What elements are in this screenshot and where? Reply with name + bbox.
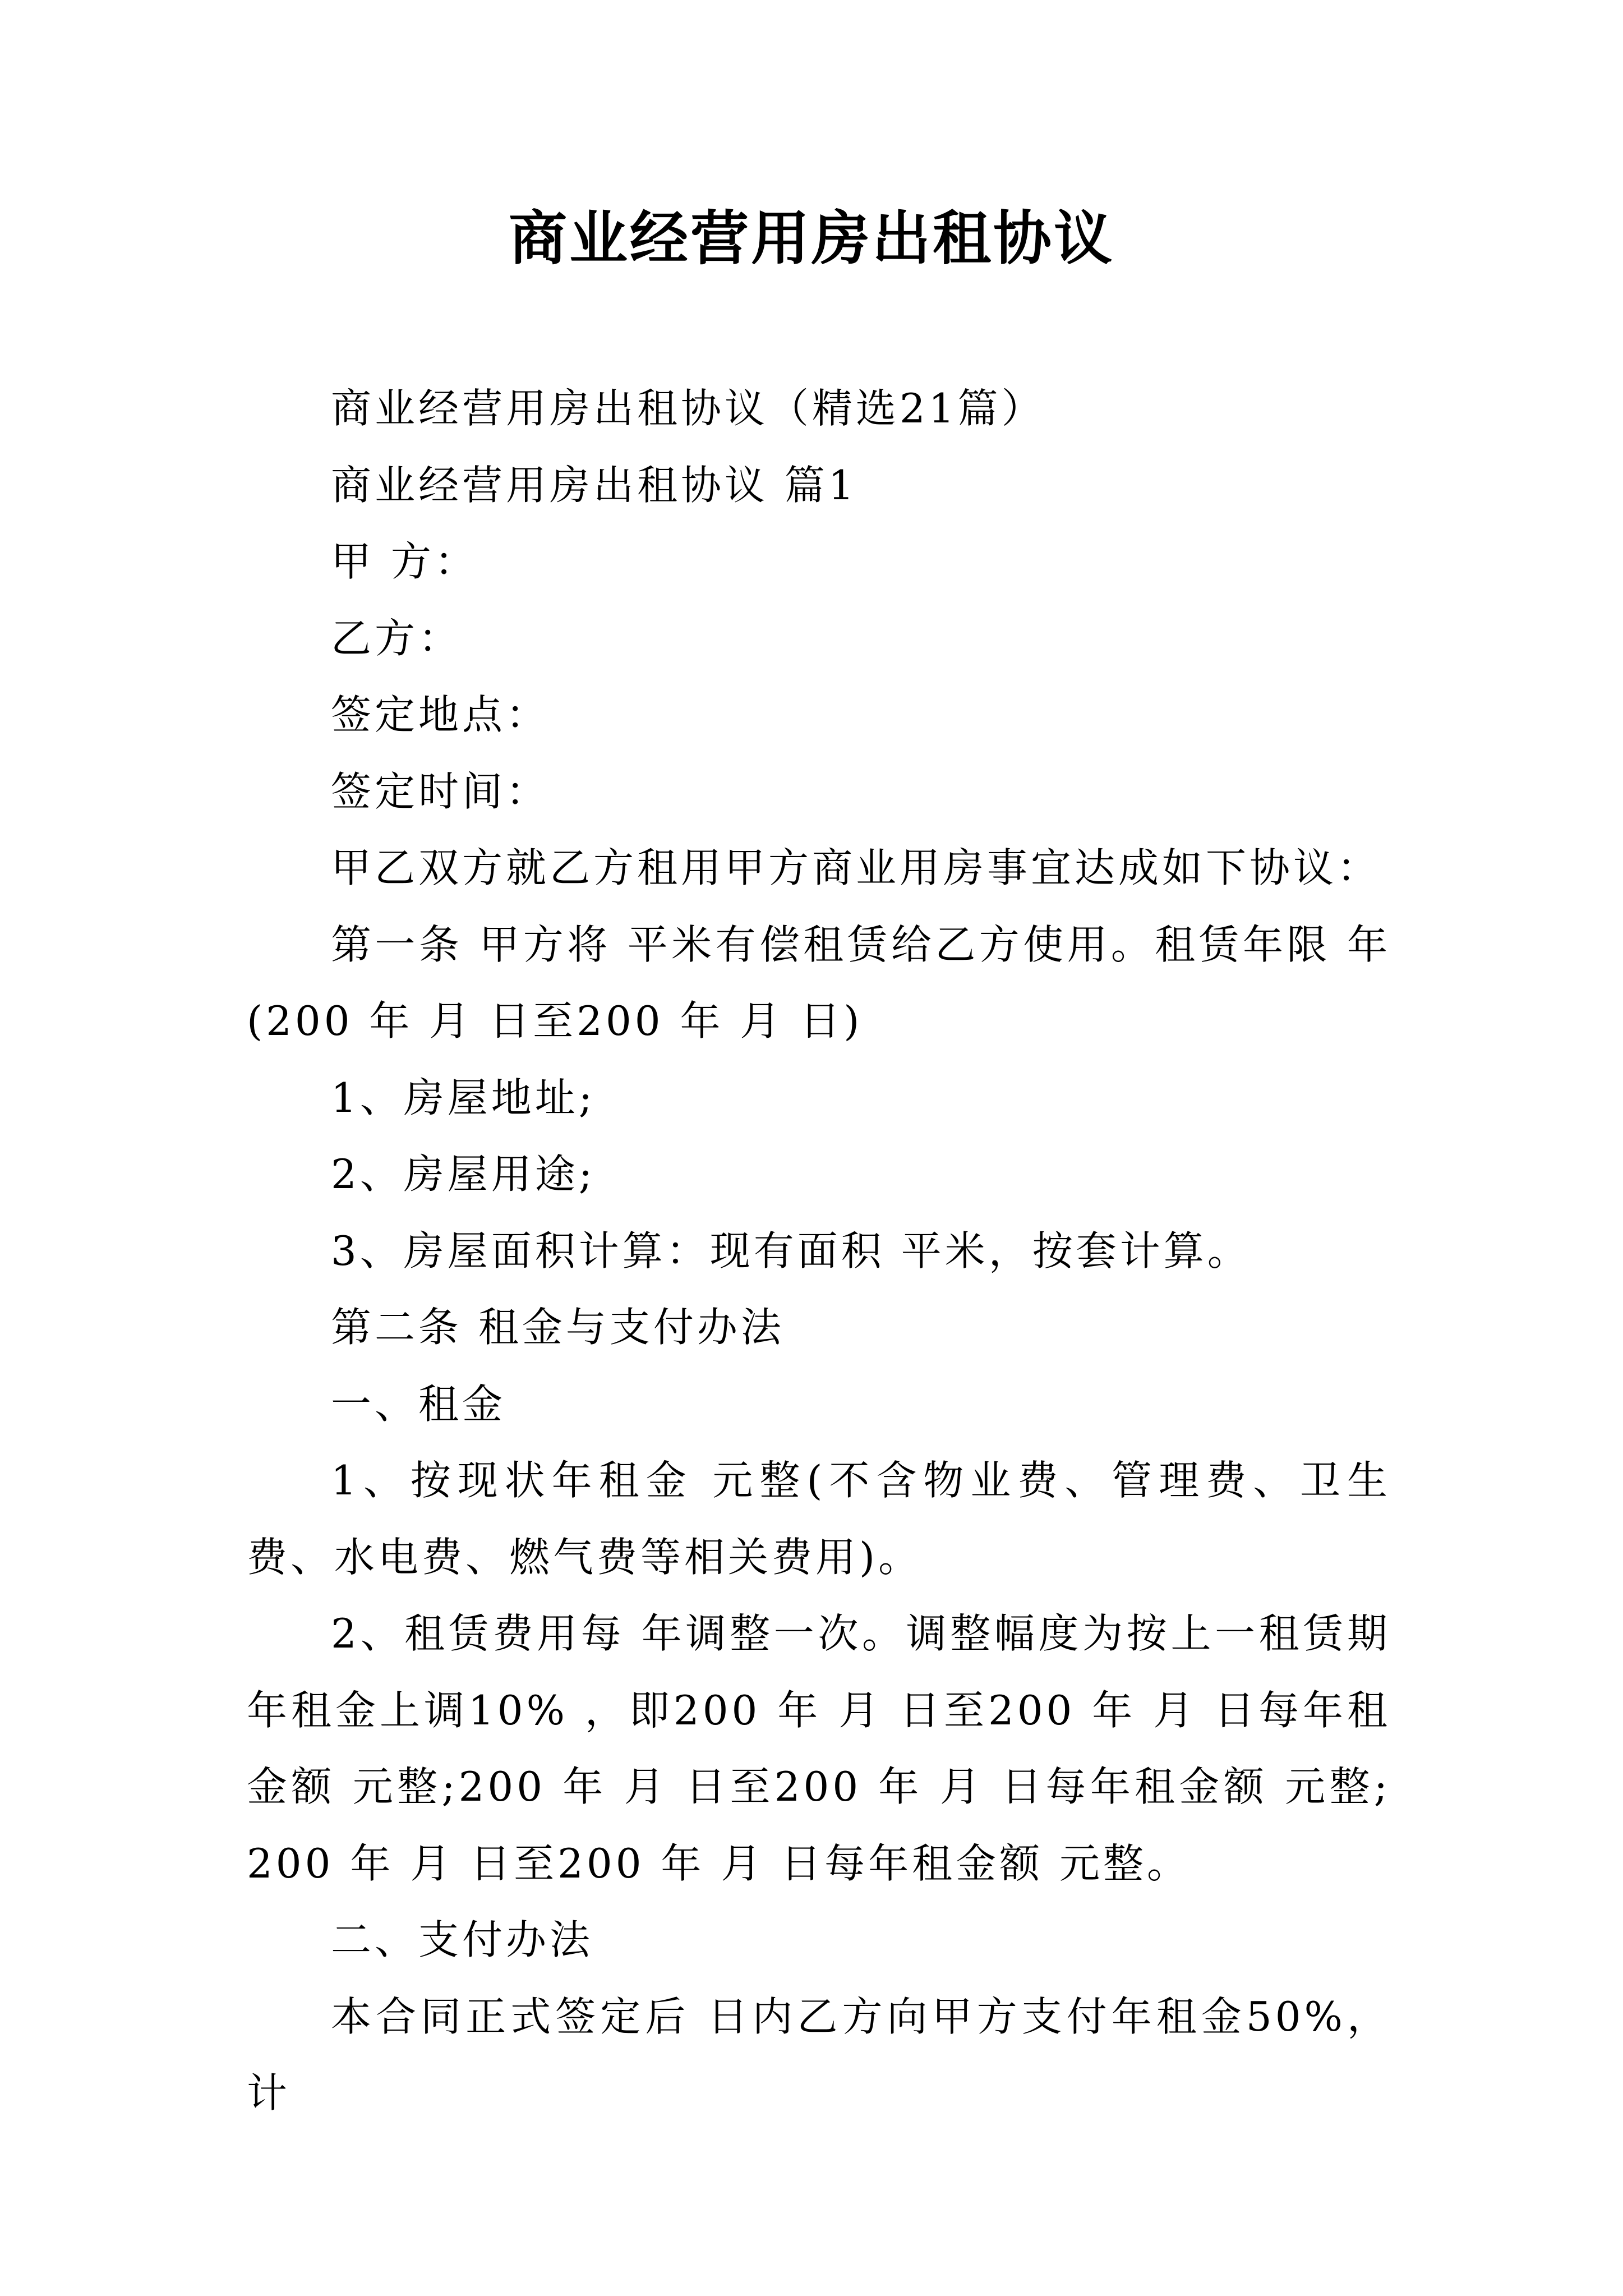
document-body: [247, 370, 1391, 2132]
paragraph: 第二条 租金与支付办法: [331, 1304, 785, 1351]
document-title: 商业经营用房出租协议: [508, 204, 1114, 273]
paragraph: 二、支付办法: [331, 1916, 594, 1963]
paragraph: 甲乙双方就乙方租用甲方商业用房事宜达成如下协议：: [331, 844, 1381, 891]
paragraph: 第一条 甲方将 平米有偿租赁给乙方使用。租赁年限 年(200 年 月 日至200 年 月 日): [247, 921, 1391, 1045]
paragraph: 2、房屋用途;: [331, 1151, 596, 1198]
paragraph: 3、房屋面积计算：现有面积 平米，按套计算。: [331, 1227, 1251, 1274]
paragraph: 一、租金: [331, 1380, 506, 1428]
paragraph: 1、房屋地址;: [331, 1074, 596, 1121]
paragraph: 甲 方：: [331, 538, 478, 585]
paragraph: 2、租赁费用每 年调整一次。调整幅度为按上一租赁期年租金上调10% ，即200 年 月 日至200 年 月 日每年租金额 元整;200 年 月 日至200 年 月 日每年租金额 元整;200 年 月 日至200 年 月 日每年租金额 元整。: [247, 1610, 1391, 1887]
paragraph: 签定地点：: [331, 691, 550, 738]
paragraph: 乙方：: [331, 614, 463, 662]
paragraph: 本合同正式签定后 日内乙方向甲方支付年租金50%，计: [247, 1993, 1391, 2116]
paragraph: 商业经营用房出租协议 篇1: [331, 461, 857, 509]
paragraph: 商业经营用房出租协议（精选21篇）: [331, 385, 1045, 432]
paragraph: 签定时间：: [331, 767, 550, 815]
paragraph: 1、按现状年租金 元整(不含物业费、管理费、卫生费、水电费、燃气费等相关费用)。: [247, 1457, 1391, 1581]
